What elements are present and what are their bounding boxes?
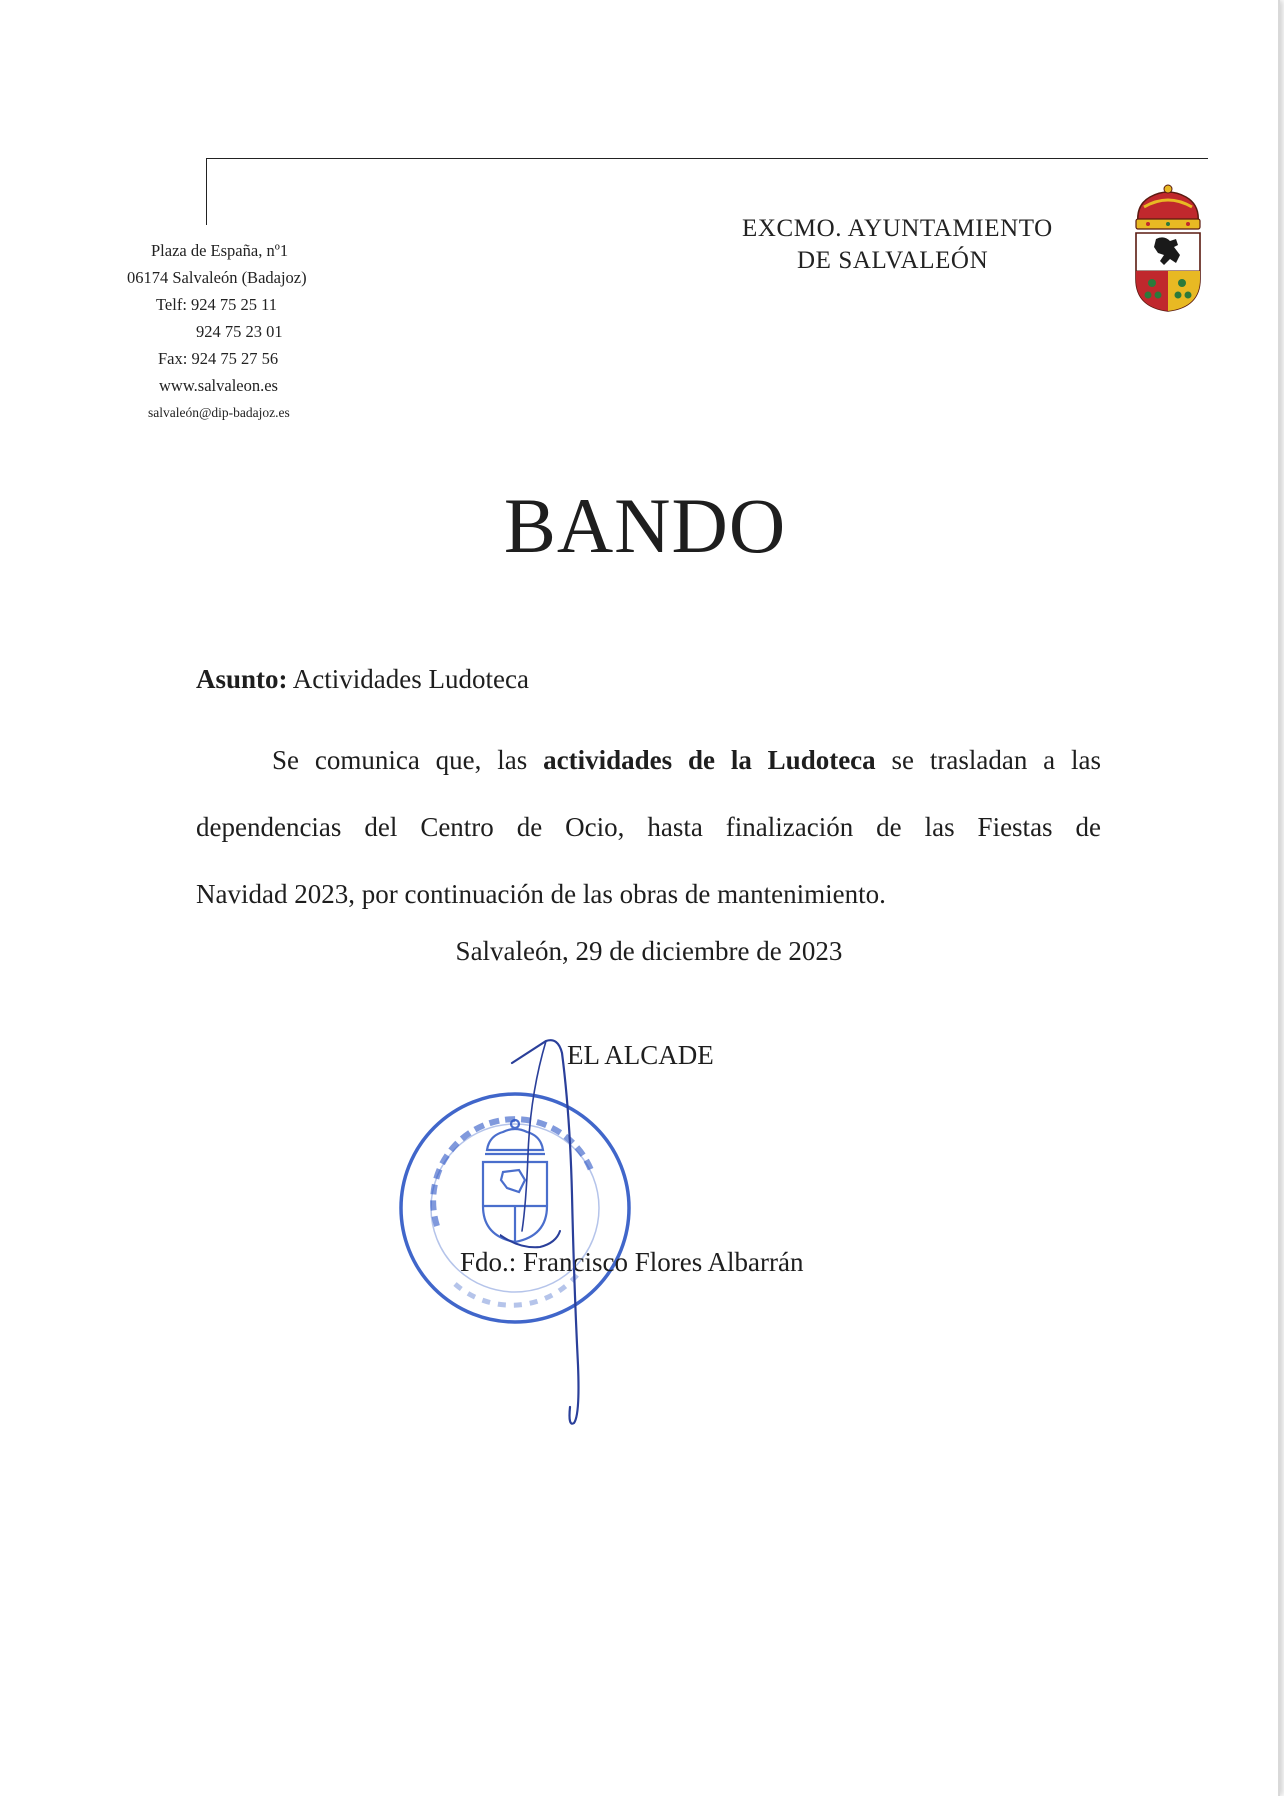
place-and-date: Salvaleón, 29 de diciembre de 2023 bbox=[455, 936, 843, 966]
handwritten-signature bbox=[500, 1035, 700, 1435]
body-text: se trasladan a las bbox=[891, 745, 1102, 775]
email-line: salvaleón@dip-badajoz.es bbox=[148, 405, 290, 420]
council-address-block bbox=[110, 237, 350, 426]
body-emphasis: actividades de la Ludoteca bbox=[543, 745, 876, 775]
fax-line: Fax: 924 75 27 56 bbox=[158, 349, 279, 368]
letterhead-rule-vertical bbox=[206, 158, 207, 225]
coat-of-arms-icon bbox=[1130, 183, 1206, 313]
body-line: dependencias del Centro de Ocio, hasta finalización de las Fiestas de bbox=[196, 812, 1101, 842]
subject-label: Asunto: bbox=[196, 664, 288, 694]
body-text: Se comunica que, las bbox=[272, 745, 528, 775]
subject-value: Actividades Ludoteca bbox=[292, 664, 529, 694]
subject-line bbox=[196, 664, 529, 695]
phone-line: Telf: 924 75 25 11 bbox=[156, 295, 278, 314]
announcement-body bbox=[196, 727, 1101, 928]
letterhead-rule-horizontal bbox=[206, 158, 1208, 159]
council-name bbox=[736, 213, 1096, 277]
signed-by: Fdo.: Francisco Flores Albarrán bbox=[460, 1247, 804, 1277]
address-line: 06174 Salvaleón (Badajoz) bbox=[127, 268, 307, 287]
body-line bbox=[196, 727, 1101, 794]
website-line: www.salvaleon.es bbox=[159, 376, 278, 395]
body-line: Navidad 2023, por continuación de las obras de mantenimiento. bbox=[196, 879, 886, 909]
phone-line: 924 75 23 01 bbox=[196, 322, 283, 341]
council-name-line: DE SALVALEÓN bbox=[797, 247, 989, 274]
document-title: BANDO bbox=[503, 482, 787, 569]
council-name-line: EXCMO. AYUNTAMIENTO bbox=[742, 215, 1053, 242]
signer-role: EL ALCADE bbox=[567, 1040, 714, 1070]
address-line: Plaza de España, nº1 bbox=[151, 241, 289, 260]
